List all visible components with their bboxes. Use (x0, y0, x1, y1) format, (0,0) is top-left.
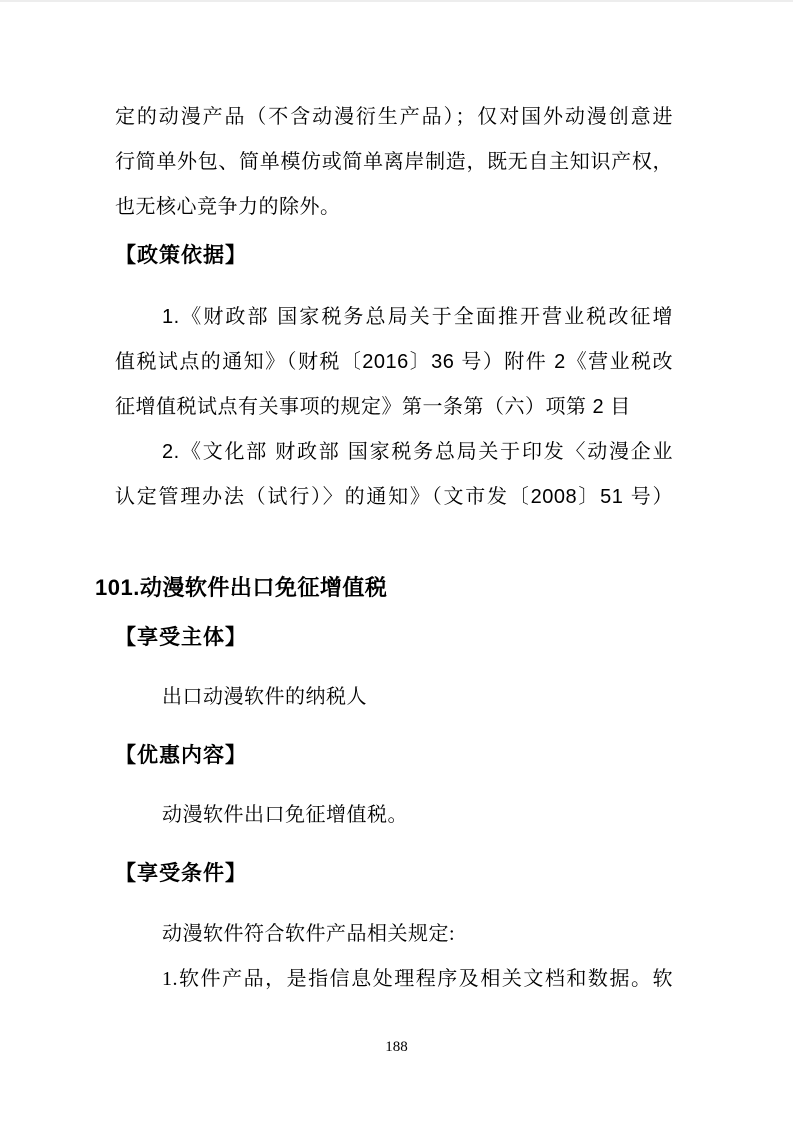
conditions-paragraph (115, 912, 673, 1002)
text-line: 1.软件产品，是指信息处理程序及相关文档和数据。软 (162, 968, 673, 990)
section-101-title: 101.动漫软件出口免征增值税 (95, 575, 388, 600)
text-line: 定的动漫产品（不含动漫衍生产品）；仅对国外动漫创意进 (115, 106, 673, 128)
policy-basis-item-2 (115, 430, 673, 520)
page-content (95, 95, 673, 1002)
benefit-heading: 【优惠内容】 (115, 744, 247, 767)
benefit-paragraph (115, 793, 673, 838)
page-number: 188 (385, 1039, 408, 1055)
text-line: 动漫软件符合软件产品相关规定: (162, 923, 456, 945)
text-line: 动漫软件出口免征增值税。 (162, 804, 408, 826)
text-line: 认定管理办法（试行）〉的通知》（文市发〔2008〕51 号） (115, 486, 673, 508)
text-line: 征增值税试点有关事项的规定》第一条第（六）项第 2 目 (115, 396, 631, 418)
subject-heading: 【享受主体】 (115, 626, 247, 649)
text-line: 2.《文化部 财政部 国家税务总局关于印发〈动漫企业 (162, 441, 673, 463)
text-line: 值税试点的通知》（财税〔2016〕36 号）附件 2《营业税改 (115, 351, 673, 373)
intro-paragraph (115, 95, 673, 230)
conditions-heading: 【享受条件】 (115, 862, 247, 885)
policy-basis-heading: 【政策依据】 (115, 244, 247, 267)
subject-paragraph (115, 675, 673, 720)
text-line: 也无核心竞争力的除外。 (115, 196, 341, 218)
policy-basis-item-1 (115, 295, 673, 430)
text-line: 1.《财政部 国家税务总局关于全面推开营业税改征增 (162, 306, 673, 328)
text-line: 行简单外包、简单模仿或简单离岸制造，既无自主知识产权， (115, 151, 673, 173)
text-line: 出口动漫软件的纳税人 (162, 686, 367, 708)
